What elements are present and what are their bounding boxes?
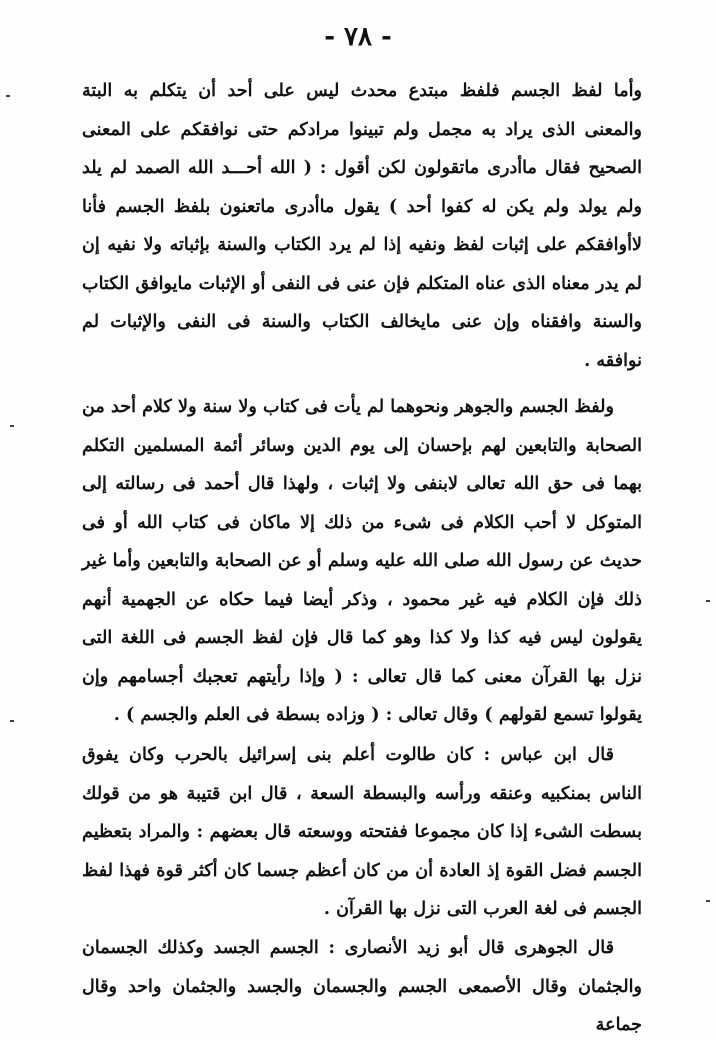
scan-margin-mark bbox=[10, 425, 14, 427]
paragraph-1: وأما لفظ الجسم فلفظ مبتدع محدث ليس على أحد أن يتكلم به البتة والمعنى الذى يراد به مجمل ولم تبينوا مرادكم حتى نوافقكم على المعنى الصحيح فقال ماأدرى ماتقولون لكن أقول : ( الله أحـــد الله الصمد لم يلد ولم يولد ولم يكن له كفوا أحد ) يقول ماأدرى ماتعنون بلفظ الجسم فأنا لاأوافقكم على إثبات لفظ ونفيه إذا لم يرد الكتاب والسنة بإثباته ولا نفيه إن لم يدر معناه الذى عناه المتكلم فإن عنى فى النفى أو الإثبات مايوافق الكتاب والسنة وافقناه وإن عنى مايخالف الكتاب والسنة فى النفى والإثبات لم نوافقه . bbox=[82, 80, 642, 371]
scan-margin-mark bbox=[6, 95, 10, 97]
page-number: - ٧٨ - bbox=[324, 22, 392, 52]
paragraph-2: ولفظ الجسم والجوهر ونحوهما لم يأت فى كتاب ولا سنة ولا كلام أحد من الصحابة والتابعين لهم بإحسان إلى يوم الدين وسائر أئمة المسلمين التكلم بهما فى حق الله تعالى لابنفى ولا إثبات ، ولهذا قال أحمد فى رسالته إلى المتوكل لا أحب الكلام فى شىء من ذلك إلا ماكان فى كتاب الله أو فى حديث عن رسول الله صلى الله عليه وسلم أو عن الصحابة والتابعين وأما غير ذلك فإن الكلام فيه غير محمود ، وذكر أيضا فيما حكاه عن الجهمية أنهم يقولون ليس فيه كذا ولا كذا وهو كما قال فإن لفظ الجسم فى اللغة التى نزل بها القرآن معنى كما قال تعالى : ( وإذا رأيتهم تعجبك أجسامهم وإن يقولوا تسمع لقولهم ) وقال تعالى : ( وزاده بسطة فى العلم والجسم ) . bbox=[82, 396, 642, 725]
paragraph-3: قال ابن عباس : كان طالوت أعلم بنى إسرائيل بالحرب وكان يفوق الناس بمنكبيه وعنقه ورأسه والبسطة السعة ، قال ابن قتيبة هو من قولك بسطت الشىء إذا كان مجموعا ففتحته ووسعته قال بعضهم : والمراد بتعظيم الجسم فضل القوة إذ العادة أن من كان أعظم جسما كان أكثر قوة فهذا لفظ الجسم فى لغة العرب التى نزل بها القرآن . bbox=[82, 744, 642, 919]
scan-margin-mark bbox=[706, 900, 710, 902]
scan-margin-mark bbox=[706, 600, 710, 602]
paragraph-4: قال الجوهرى قال أبو زيد الأنصارى : الجسم الجسد وكذلك الجسمان والجثمان وقال الأصمعى الجسم والجسمان والجسد والجثمان واحد وقال جماعة bbox=[82, 937, 642, 1035]
scan-margin-mark bbox=[10, 720, 14, 722]
